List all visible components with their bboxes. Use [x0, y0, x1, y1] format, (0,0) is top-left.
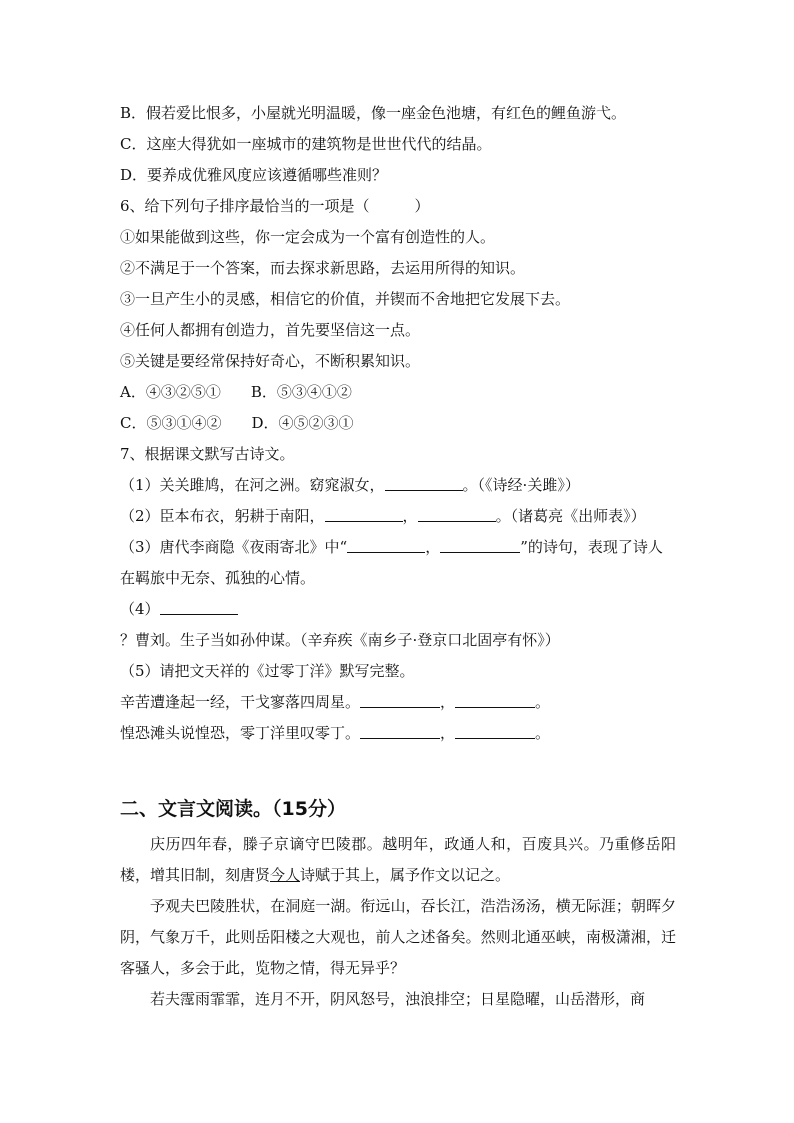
comma: ，: [440, 724, 456, 742]
answer-blank[interactable]: [160, 600, 238, 615]
question-7-stem: 7、根据课文默写古诗文。: [120, 445, 295, 463]
passage-paragraph-3: 若夫霪雨霏霏，连月不开，阴风怒号，浊浪排空；日星隐曜，山岳潜形，商: [150, 990, 646, 1008]
period: 。: [535, 693, 551, 711]
comma: ，: [440, 693, 456, 711]
answer-blank[interactable]: [418, 507, 496, 522]
q6-sentence-1: ①如果能做到这些，你一定会成为一个富有创造性的人。: [120, 228, 496, 246]
passage-p1-part-2: 诗赋于其上，属予作文以记之。: [300, 866, 511, 884]
q7-item-1-text: （1）关关雎鸠，在河之洲。窈窕淑女，: [120, 476, 385, 494]
q6-sentence-3: ③一旦产生小的灵感，相信它的价值，并锲而不舍地把它发展下去。: [120, 290, 571, 308]
answer-blank[interactable]: [325, 507, 403, 522]
q7-item-1-source: 。（《诗经·关雎》）: [462, 476, 580, 494]
comma: ，: [402, 507, 418, 525]
q6-option-b: B．⑤③④①②: [250, 383, 352, 401]
q6-sentence-2: ②不满足于一个答案，而去探求新思路，去运用所得的知识。: [120, 259, 526, 277]
q6-option-a: A．④③②⑤①: [120, 383, 221, 401]
q7-item-1: [120, 470, 676, 501]
q6-option-c: C．⑤③①④②: [120, 414, 222, 432]
q6-sentence-4: ④任何人都拥有创造力，首先要坚信这一点。: [120, 321, 421, 339]
passage-paragraph-2: 予观夫巴陵胜状，在洞庭一湖。衔远山，吞长江，浩浩汤汤，横无际涯；朝晖夕阴，气象万千，此则岳阳楼之大观也，前人之述备矣。然则北通巫峡，南极潇湘，迁客骚人，多会于此，览物之情，得无异乎？: [120, 897, 676, 977]
q7-item-4-text: ？曹刘。生子当如孙仲谋。（辛弃疾《南乡子·登京口北固亭有怀》）: [120, 631, 560, 649]
passage-paragraph-1: [120, 829, 676, 891]
answer-blank[interactable]: [347, 538, 425, 553]
q7-item-3-text: （3）唐代李商隐《夜雨寄北》中“: [120, 538, 348, 556]
poem-line-2: 惶恐滩头说惶恐，零丁洋里叹零丁。: [120, 724, 361, 742]
answer-blank[interactable]: [360, 724, 440, 739]
poem-line-1: 辛苦遭逢起一经，干戈寥落四周星。: [120, 693, 361, 711]
q7-item-3: [120, 532, 676, 594]
option-d-prev: D．要养成优雅风度应该遵循哪些准则？: [120, 166, 388, 184]
comma: ，: [425, 538, 441, 556]
q7-item-5-line-2: [120, 718, 676, 749]
passage-p1-part-1: 庆历四年春，滕子京谪守巴陵郡。越明年，政通人和，百废具兴。乃重修岳阳楼，增其旧制，刻唐贤: [120, 835, 676, 884]
exam-page: [120, 98, 676, 1015]
q7-item-4: [120, 594, 676, 656]
q7-item-5: （5）请把文天祥的《过零丁洋》默写完整。: [120, 662, 415, 680]
underlined-term: 今人: [270, 866, 301, 884]
q7-item-2-source: 。（诸葛亮《出师表》）: [495, 507, 646, 525]
q7-item-4-label: （4）: [120, 600, 160, 618]
q7-item-2-text: （2）臣本布衣，躬耕于南阳，: [120, 507, 325, 525]
period: 。: [535, 724, 551, 742]
section-2-title: 二、文言文阅读。（15分）: [120, 798, 346, 820]
q6-options-ab: [120, 377, 676, 408]
answer-blank[interactable]: [455, 724, 535, 739]
q6-sentence-5: ⑤关键是要经常保持好奇心，不断积累知识。: [120, 352, 421, 370]
q6-option-d: D．④⑤②③①: [251, 414, 354, 432]
option-c-prev: C．这座大得犹如一座城市的建筑物是世世代代的结晶。: [120, 135, 492, 153]
answer-blank[interactable]: [385, 476, 463, 491]
q7-item-3-rest: ”的诗句，表现了诗人在羁旅中无奈、孤独的心情。: [120, 538, 663, 587]
answer-blank[interactable]: [360, 693, 440, 708]
q7-item-2: [120, 501, 676, 532]
answer-blank[interactable]: [440, 538, 520, 553]
question-6-stem: 6、给下列句子排序最恰当的一项是（ ）: [120, 197, 430, 215]
answer-blank[interactable]: [455, 693, 535, 708]
option-b-prev: B．假若爱比恨多，小屋就光明温暖，像一座金色池塘，有红色的鲤鱼游弋。: [120, 104, 627, 122]
q7-item-5-line-1: [120, 687, 676, 718]
q6-options-cd: [120, 408, 676, 439]
